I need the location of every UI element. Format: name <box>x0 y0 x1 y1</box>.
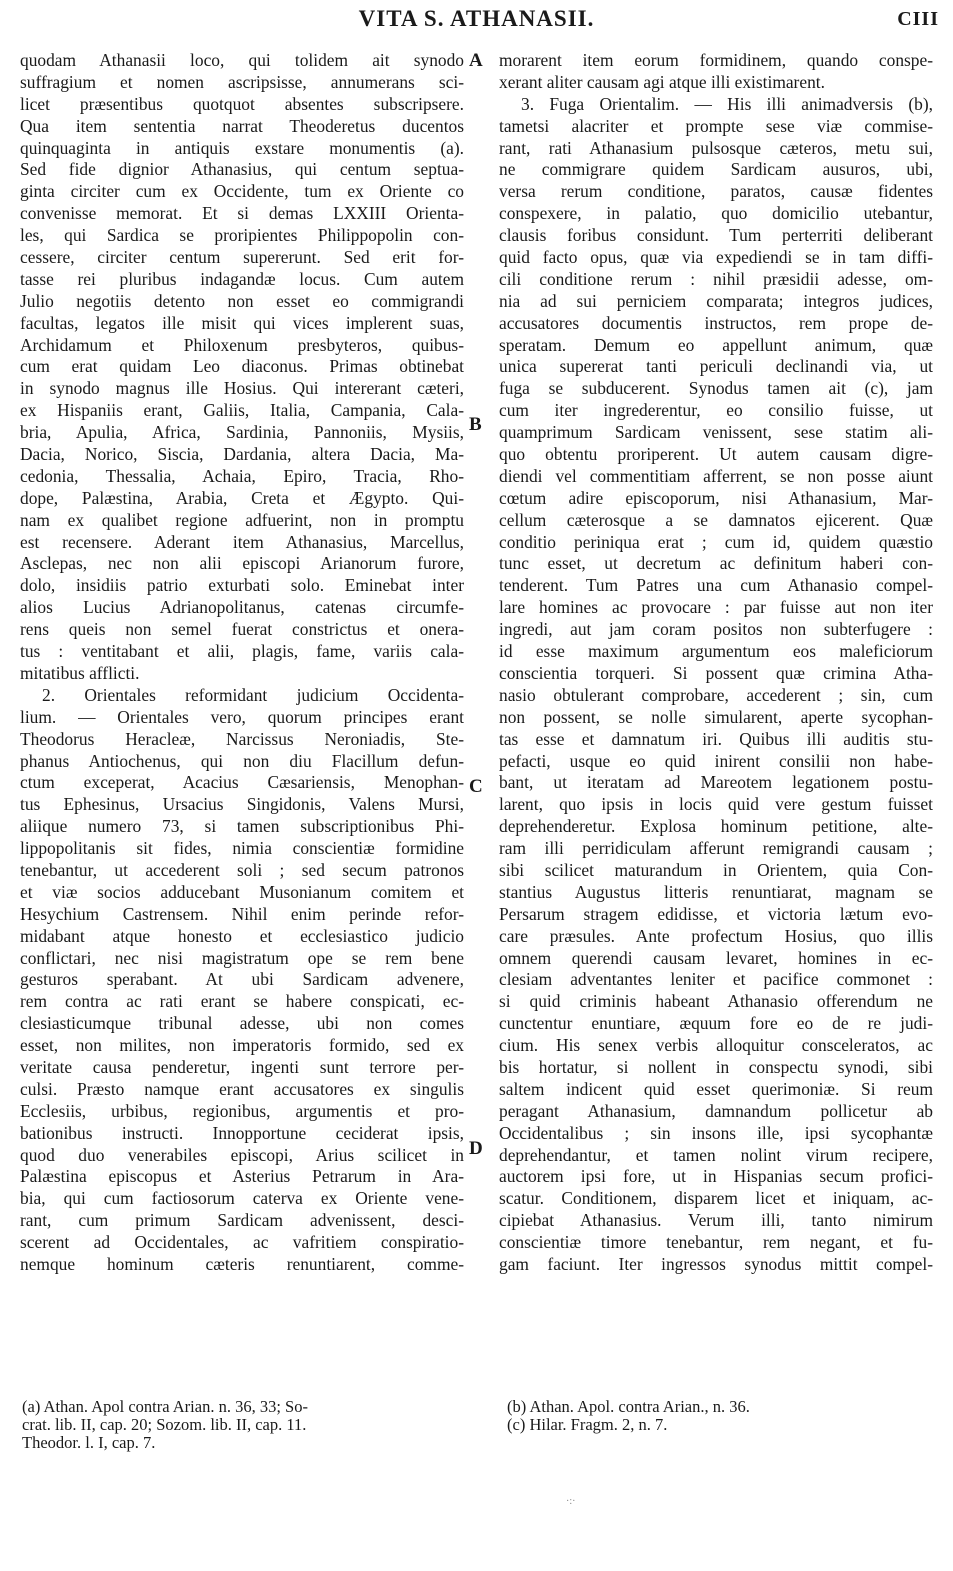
text-line: larent, quo ipsis in locis quid vere gestum fuisset <box>499 794 933 815</box>
text-line: 2. Orientales reformidant judicium Occidenta- <box>42 684 464 705</box>
text-line: Sed fide dignior Athanasius, qui centum septua- <box>20 159 464 180</box>
text-line: ginta circiter cum ex Occidente, tum ex Oriente co <box>20 181 464 202</box>
text-line: bationibus instructi. Innopportune ceciderat ipsis, <box>20 1122 464 1143</box>
text-line: morarent item eorum formidinem, quando conspe- <box>499 50 933 70</box>
text-line: licet præsentibus quotquot absentes subscripsere. <box>20 93 464 114</box>
text-line: 3. Fuga Orientalim. — His illi animadversis (b), <box>521 93 933 114</box>
text-line: sibi scilicet maturandum in Orientem, quia Con- <box>499 859 933 880</box>
text-line: bia, qui cum factiosorum caterva ex Oriente vene- <box>20 1188 464 1209</box>
text-line: scatur. Conditionem, disparem licet et iniquam, ac- <box>499 1188 933 1209</box>
right-text-column <box>499 50 933 1276</box>
text-line: cili conditione rerum : nihil præsidii adesse, om- <box>499 268 933 289</box>
text-line: cum iter ingrederentur, eo consilio fuisse, ut <box>499 400 933 421</box>
text-line: rant, cum primum Sardicam advenissent, desci- <box>20 1210 464 1231</box>
text-line: Asclepas, nec non alii episcopi Arianorum furore, <box>20 553 464 574</box>
text-line: culsi. Præsto namque erant accusatores ex singulis <box>20 1078 464 1099</box>
text-line: unica supererat tanti periculi declinandi via, ut <box>499 356 933 377</box>
text-line: tunc esset, ut decretum ac definitum haberi con- <box>499 553 933 574</box>
text-line: conscientiæ timore tenebantur, rem negant, et fu- <box>499 1232 933 1253</box>
text-line: speratam. Demum eo appellunt animum, quæ <box>499 334 933 355</box>
text-line: diendi vel commentitiam afferrent, se non posse aiunt <box>499 465 933 486</box>
text-line: veritate causa penderetur, ingenti sunt terrore per- <box>20 1056 464 1077</box>
text-line: esset, non milites, non imperatoris formido, sed ex <box>20 1035 464 1056</box>
text-line: deprehenderetur. Explosa hominum petitione, alte- <box>499 816 933 837</box>
footnotes-left <box>22 1398 462 1452</box>
running-title: VITA S. ATHANASII. <box>358 6 595 31</box>
text-line: les, qui Sardica se proripientes Philippopolin con- <box>20 225 464 246</box>
text-line: Persarum stragem edidisse, et victoria lætum evo- <box>499 903 933 924</box>
text-line: Hesychium Castrensem. Nihil enim perinde refor- <box>20 903 464 924</box>
text-line: cellum cæterosque a se damnatos ejicerent. Quæ <box>499 509 933 530</box>
text-line: tasse rei pluribus indagandæ locus. Cum autem <box>20 268 464 289</box>
text-line: versa rerum conditione, paratos, causæ fidentes <box>499 181 933 202</box>
text-line: ne commigrare quidem Sardicam ausuros, ubi, <box>499 159 933 180</box>
text-line: care præsules. Ante profectum Hosius, quo illis <box>499 925 933 946</box>
text-line: Occidentalibus ; sin insons ille, ipsi sycophantæ <box>499 1122 933 1143</box>
text-line: bis hortatur, si nollent in conspectu synodi, sibi <box>499 1056 933 1077</box>
text-line: Archidamum et Philoxenum presbyteros, quibus- <box>20 334 464 355</box>
margin-letter-c: C <box>469 776 483 797</box>
text-line: tenebantur, ut accederent soli ; sed secum patronos <box>20 859 464 880</box>
text-line: aliique numero 73, si tamen subscriptionibus Phi- <box>20 816 464 837</box>
text-line: gam faciunt. Iter ingressos synodus mittit compel- <box>499 1253 933 1274</box>
text-line: conditio periniqua erat ; cum id, quidem quæstio <box>499 531 933 552</box>
text-line: omnem querendi causam levaret, homines in ec- <box>499 947 933 968</box>
text-line: quod duo venerabiles episcopi, Arius scilicet in <box>20 1144 464 1165</box>
text-line: facultas, legatos ille misit qui vices implerent suas, <box>20 312 464 333</box>
text-line: nia ad sui perniciem comparata; integros judices, <box>499 290 933 311</box>
footnote-line: (a) Athan. Apol contra Arian. n. 36, 33; So- <box>22 1397 308 1416</box>
text-line: quid facto opus, quæ via expediendi se in tam diffi- <box>499 247 933 268</box>
text-line: convenisse memorat. Et si demas LXXIII Orienta- <box>20 203 464 224</box>
margin-letter-d: D <box>469 1138 483 1159</box>
text-line: fuga se subducerent. Synodus tamen ait (c), jam <box>499 378 933 399</box>
text-line: cium. His senex verbis alloquitur consceleratos, ac <box>499 1035 933 1056</box>
margin-letter-a: A <box>469 50 483 71</box>
text-line: tenderent. Tum Patres una cum Athanasio compel- <box>499 575 933 596</box>
text-line: quamprimum Sardicam venissent, sese statim ali- <box>499 422 933 443</box>
text-line: phanus Antiochenus, qui non diu Flacillum defun- <box>20 750 464 771</box>
text-line: accusatores documentis instructos, rem prope de- <box>499 312 933 333</box>
text-line: et viæ socios adducebant Musonianum comitem et <box>20 881 464 902</box>
text-line: quo obtentu proriperent. Ut autem causam digre- <box>499 444 933 465</box>
text-line: saltem indicent quid esset querimoniæ. Si reum <box>499 1078 933 1099</box>
text-line: dope, Palæstina, Arabia, Creta et Ægypto. Qui- <box>20 487 464 508</box>
text-line: clesiam adventantes leniter et pacifice commonet : <box>499 969 933 990</box>
text-line: mitatibus afflicti. <box>20 662 140 683</box>
text-line: tametsi alacriter et prompte sese viæ commise- <box>499 115 933 136</box>
text-line: clausis foribus considunt. Tum perterriti deliberant <box>499 225 933 246</box>
text-line: cunctentur enuntiare, æquum fore eo de re judi- <box>499 1013 933 1034</box>
margin-letter-b: B <box>469 414 482 435</box>
left-text-column <box>20 50 464 1276</box>
text-line: stantius Augustus litteris renuntiarat, magnam se <box>499 881 933 902</box>
text-line: Palæstina episcopus et Asterius Petrarum in Ara- <box>20 1166 464 1187</box>
footnote-line: (c) Hilar. Fragm. 2, n. 7. <box>507 1415 668 1434</box>
text-line: nemque hominum cæteris renuntiarent, comme- <box>20 1253 464 1274</box>
text-line: nam ex qualibet regione adfuerint, non in promptu <box>20 509 464 530</box>
text-line: midabant atque honesto et ecclesiastico judicio <box>20 925 464 946</box>
text-line: tus Ephesinus, Ursacius Singidonis, Valens Mursi, <box>20 794 464 815</box>
page-number: CIII <box>897 8 939 30</box>
text-line: auctorem ipsi fore, ut in Hispanias secum profici- <box>499 1166 933 1187</box>
text-line: tus : ventitabant et alii, plagis, fame, variis cala- <box>20 641 464 662</box>
text-line: rant, rati Athanasium pulsosque cæteros, metu sui, <box>499 137 933 158</box>
text-line: Qua item sententia narrat Theoderetus ducentos <box>20 115 464 136</box>
printer-mark-icon: ·:· <box>566 1496 576 1507</box>
text-line: xerant aliter causam agi atque illi existimarent. <box>499 71 825 92</box>
text-line: clesiasticumque tribunal adesse, ubi non comes <box>20 1013 464 1034</box>
text-line: bria, Apulia, Africa, Sardinia, Pannoniis, Mysiis, <box>20 422 464 443</box>
text-line: Julio negotiis detento non esset eo commigrandi <box>20 290 464 311</box>
text-line: ram illi perridiculam afferunt remigrandi causam ; <box>499 838 933 859</box>
text-line: conscientia torqueri. Si possent quæ crimina Atha- <box>499 662 933 683</box>
text-line: gesturos sperabant. At ubi Sardicam advenere, <box>20 969 464 990</box>
text-line: Theodorus Heracleæ, Narcissus Neroniadis, Ste- <box>20 728 464 749</box>
text-line: bant, ut iteratam ad Mareotem legationem postu- <box>499 772 933 793</box>
text-line: rem contra ac rati erant se habere conspicati, ec- <box>20 991 464 1012</box>
text-line: lippopolitanis sit fides, nimia conscientiæ formidine <box>20 838 464 859</box>
text-line: scerent ad Occidentales, ac vafritiem conspiratio- <box>20 1232 464 1253</box>
text-line: nasio obtulerant comprobare, accederent ; sin, cum <box>499 684 933 705</box>
text-line: ex Hispaniis erant, Galiis, Italia, Campania, Cala- <box>20 400 464 421</box>
text-line: ingredi, aut jam coram positos non subterfugere : <box>499 619 933 640</box>
text-line: Dacia, Norico, Siscia, Dardania, altera Dacia, Ma- <box>20 444 464 465</box>
footnote-line: (b) Athan. Apol. contra Arian., n. 36. <box>507 1397 750 1416</box>
text-line: quodam Athanasii loco, qui tolidem ait synodo <box>20 50 464 70</box>
text-line: suffragium et nomen ascripsisse, annumerans sci- <box>20 71 464 92</box>
text-line: lium. — Orientales vero, quorum principes erant <box>20 706 464 727</box>
text-line: tas esse et damnatum iri. Quibus illi auditis stu- <box>499 728 933 749</box>
text-line: pefacti, usque eo quid inirent consilii non habe- <box>499 750 933 771</box>
footnote-line: Theodor. l. I, cap. 7. <box>22 1433 156 1452</box>
text-line: in synodo magnus ille Hosius. Qui intererant cæteri, <box>20 378 464 399</box>
text-line: alios Lucius Adrianopolitanus, catenas circumfe- <box>20 597 464 618</box>
text-line: est recensere. Aderant item Athanasius, Marcellus, <box>20 531 464 552</box>
text-line: conflictari, nec nisi magistratum ope se rem bene <box>20 947 464 968</box>
text-line: peragant Athanasium, damnandum pollicetur ab <box>499 1100 933 1121</box>
text-line: deprehendantur, et tamen nolint virum recipere, <box>499 1144 933 1165</box>
text-line: id esse maximum argumentum eos maleficiorum <box>499 641 933 662</box>
text-line: cum erat quidam Leo diaconus. Primas obtinebat <box>20 356 464 377</box>
footnote-line: crat. lib. II, cap. 20; Sozom. lib. II, cap. 11. <box>22 1415 307 1434</box>
text-line: non possent, se nolle simularent, aperte sycophan- <box>499 706 933 727</box>
text-line: cedonia, Thessalia, Achaia, Epiro, Tracia, Rho- <box>20 465 464 486</box>
text-line: cessere, circiter centum supererunt. Sed erit for- <box>20 247 464 268</box>
text-line: si quid criminis habeant Athanasio offerendum ne <box>499 991 933 1012</box>
text-line: rens queis non semel fuerat constrictus et onera- <box>20 619 464 640</box>
text-line: ctum exceperat, Acacius Cæsariensis, Menophan- <box>20 772 464 793</box>
page-header <box>0 6 953 42</box>
text-line: cipiebat Athanasius. Verum illi, tanto nimirum <box>499 1210 933 1231</box>
text-line: quinquaginta in antiquis exstare monumentis (a). <box>20 137 464 158</box>
footnotes-right <box>507 1398 937 1434</box>
text-line: conspexere, in palatio, quo domicilio utebantur, <box>499 203 933 224</box>
text-line: lare homines ac provocare : par fuisse aut non iter <box>499 597 933 618</box>
text-line: cœtum adire episcoporum, nisi Athanasium, Mar- <box>499 487 933 508</box>
text-line: dolo, insidiis patrio exturbati solo. Eminebat inter <box>20 575 464 596</box>
text-line: Ecclesiis, urbibus, regionibus, argumentis et pro- <box>20 1100 464 1121</box>
